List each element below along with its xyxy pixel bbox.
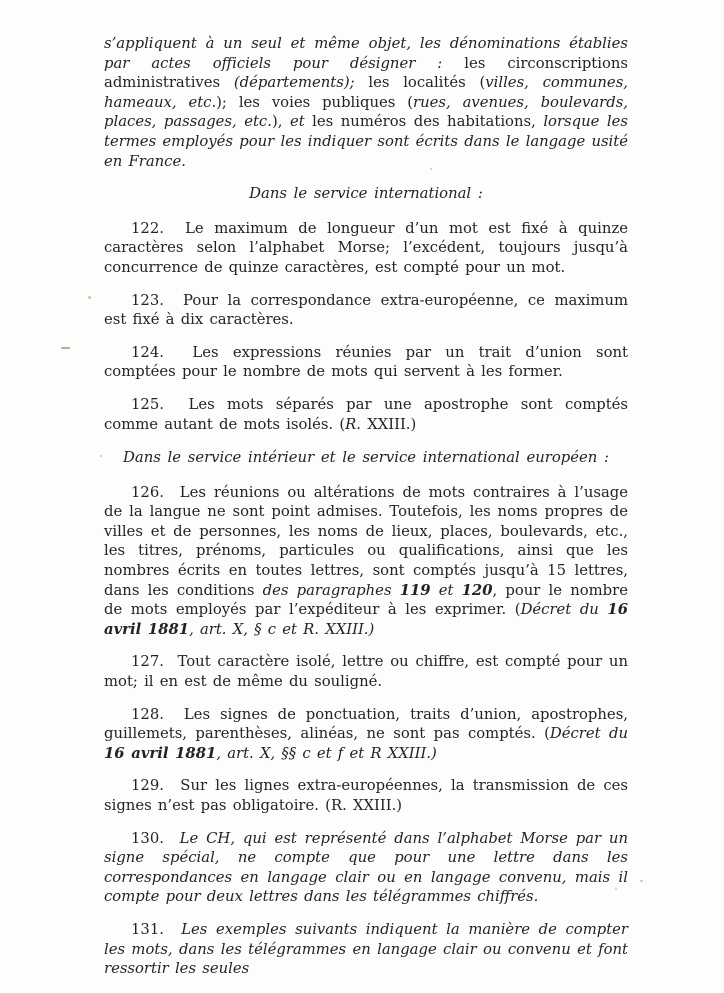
text-run: , art. X, § c et R. XXIII.) <box>189 620 375 638</box>
text-run: villes, communes, hameaux, etc. <box>104 74 628 111</box>
text-run: des paragraphes <box>262 581 400 599</box>
text-run: Décret du <box>549 725 628 743</box>
text-run: s’appliquent à un seul et même objet, les dénominations établies par actes officiels pour désigner : <box>104 35 628 72</box>
article-129 <box>104 776 628 815</box>
text-run: 16 avril 1881 <box>104 744 217 762</box>
text-run: , art. X, §§ c et f et R XXIII.) <box>216 744 437 762</box>
article-123 <box>104 291 628 330</box>
scan-speck <box>88 296 91 299</box>
text-run: lorsque les termes employés pour les indiquer sont écrits dans le langage usité en France. <box>104 113 628 170</box>
article-124 <box>104 343 628 382</box>
scan-speck <box>640 880 643 882</box>
text-run: 120 <box>461 581 493 599</box>
article-126 <box>104 483 628 640</box>
text-run: 124. Les expressions réunies par un trait d’union sont comptées pour le nombre de mots qui servent à les former. <box>104 343 628 381</box>
text-run: et <box>430 581 462 599</box>
text-run: (départements); <box>233 74 369 92</box>
paragraph-continuation <box>104 34 628 171</box>
scan-speck <box>100 455 102 457</box>
text-run: 130. <box>131 829 180 847</box>
article-125 <box>104 395 628 434</box>
text-run: les circonscriptions administratives <box>104 54 629 92</box>
text-run: Le CH, qui est représenté dans l’alphabet Morse par un signe spécial, ne compte que pour une lettre dans les correspondances en langage clair ou en langage convenu, mais il compte pour deux lettres dans les télégrammes chiffrés. <box>104 829 628 906</box>
text-run: rues, avenues, boulevards, places, passages, etc. <box>104 93 628 131</box>
text-run: 16 avril 1881 <box>104 601 628 638</box>
text-run: XXIII.) <box>361 415 417 433</box>
text-run: 119 <box>399 581 431 599</box>
text-run: les localités ( <box>368 74 486 92</box>
text-run: 123. Pour la correspondance extra-européenne, ce maximum est fixé à dix caractères. <box>104 291 628 329</box>
text-run: 128. Les signes de ponctuation, traits d’union, apostrophes, guillemets, parenthèses, alinéas, ne sont pas comptés. ( <box>104 705 628 743</box>
text-run: ), <box>271 113 290 131</box>
section-heading-international <box>104 184 628 204</box>
scan-speck <box>615 888 617 890</box>
text-run: 125. Les mots séparés par une apostrophe sont comptés comme autant de mots isolés. ( <box>104 395 628 433</box>
scan-speck <box>61 347 70 349</box>
scan-speck <box>430 168 432 170</box>
heading-text: Dans le service international : <box>249 185 483 203</box>
text-run: les numéros des habitations, <box>312 113 544 131</box>
text-run: et <box>289 113 313 131</box>
text-run: 129. Sur les lignes extra-européennes, la transmission de ces signes n’est pas obligatoire. (R. XXIII.) <box>104 777 628 814</box>
text-run: Décret du <box>520 601 608 619</box>
text-run: , pour le nombre de mots employés par l’expéditeur à les exprimer. ( <box>104 581 628 619</box>
heading-text: Dans le service intérieur et le service international européen : <box>123 449 609 467</box>
article-127 <box>104 652 628 691</box>
article-130 <box>104 829 628 907</box>
text-column <box>104 34 628 992</box>
text-run: Les exemples suivants indiquent la manière de compter les mots, dans les télégrammes en langage clair ou convenu et font ressortir les seules <box>104 920 628 978</box>
text-run: 131. <box>131 920 182 938</box>
article-122 <box>104 219 628 278</box>
article-128 <box>104 705 628 764</box>
text-run: R. <box>345 415 361 433</box>
text-run: 126. Les réunions ou altérations de mots contraires à l’usage de la langue ne sont point admises. Toutefois, les noms propres de villes et de personnes, les noms de lieux, places, boulevards, etc., les titres, prénoms, particules ou qualifications, ainsi que les nombres écrits en toutes lettres, sont comptés jusqu’à 15 lettres, dans les conditions <box>104 483 628 599</box>
text-run: 122. Le maximum de longueur d’un mot est fixé à quinze caractères selon l’alphabet Morse; l’excédent, toujours jusqu’à concurrence de quinze caractères, est compté pour un mot. <box>104 219 628 276</box>
text-run: ); les voies publiques ( <box>216 93 414 111</box>
section-heading-interieur <box>104 448 628 468</box>
text-run: 127. Tout caractère isolé, lettre ou chiffre, est compté pour un mot; il en est de même du souligné. <box>104 653 628 691</box>
article-131 <box>104 920 628 979</box>
